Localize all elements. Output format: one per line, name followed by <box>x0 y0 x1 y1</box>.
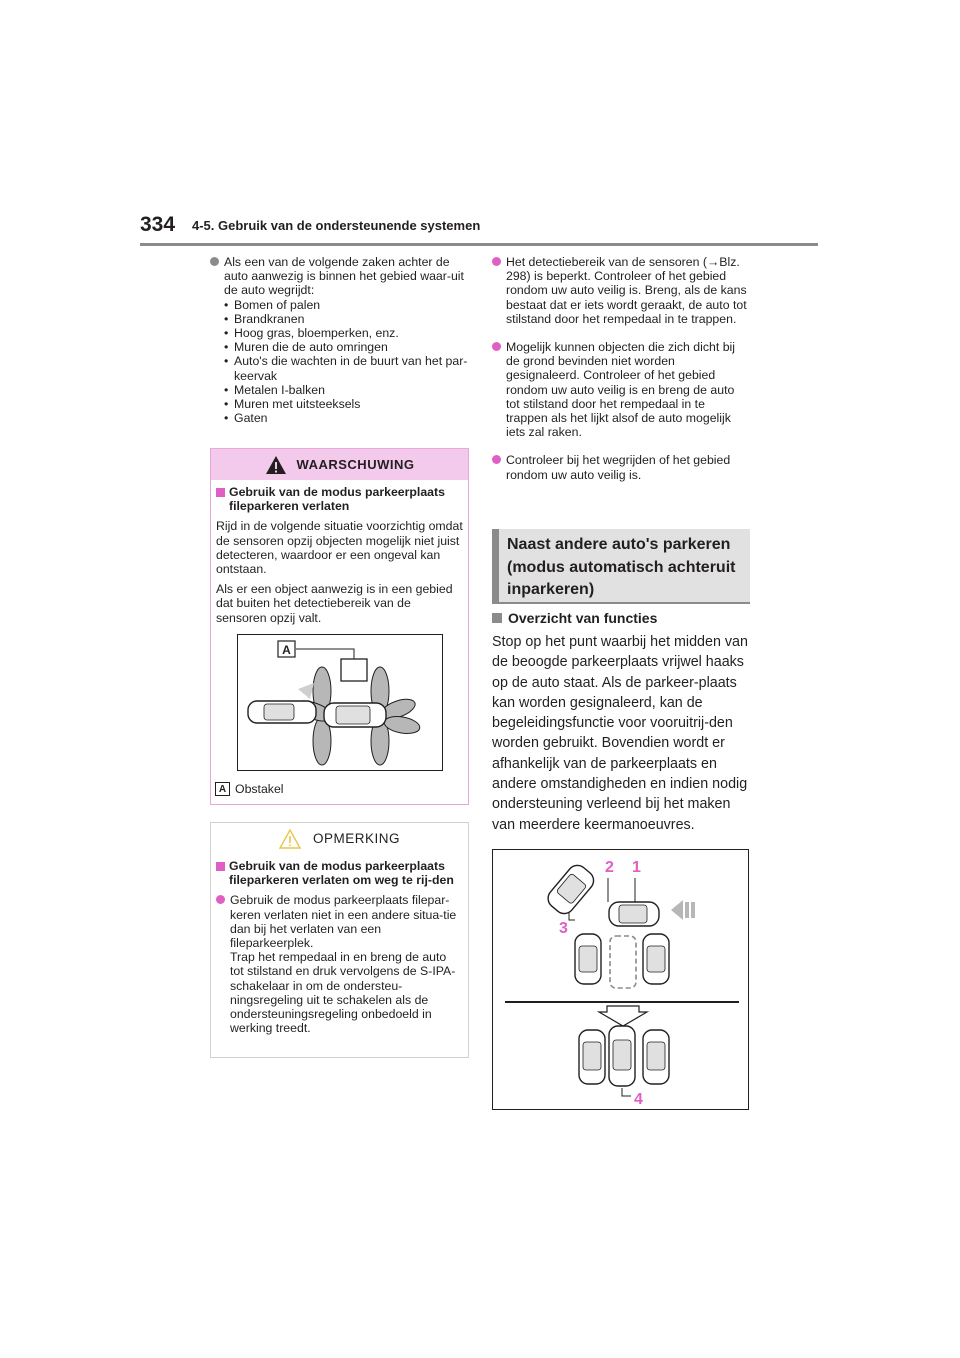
caution-triangle-icon <box>279 829 301 849</box>
sub-heading: Overzicht van functies <box>492 610 657 626</box>
svg-text:1: 1 <box>632 859 641 876</box>
parking-sensor-diagram <box>238 635 442 770</box>
list-item: • Brandkranen <box>224 312 468 326</box>
obstacle-figure <box>237 634 443 771</box>
square-bullet-icon <box>492 613 502 623</box>
left-column <box>210 255 468 425</box>
warning-paragraph: Rijd in de volgende situatie voorzichtig omdat de sensoren opzij objecten mogelijk niet juist detecteren, waardoor er een ongeval kan ontstaan. <box>216 519 463 577</box>
obstacle-list <box>224 298 468 426</box>
legend-letter: A <box>215 782 230 796</box>
page-number: 334 <box>140 213 176 236</box>
note-subtitle: Gebruik van de modus parkeerplaats fileparkeren verlaten om weg te rij-den <box>216 859 463 887</box>
square-bullet-icon <box>216 862 225 871</box>
svg-text:3: 3 <box>559 920 568 937</box>
legend-text: Obstakel <box>235 782 284 796</box>
list-item: • Metalen I-balken <box>224 383 468 397</box>
warning-header <box>211 449 468 480</box>
svg-text:2: 2 <box>605 859 614 876</box>
list-item: • Gaten <box>224 411 468 425</box>
intro-text: Als een van de volgende zaken achter de auto aanwezig is binnen het gebied waar-uit de auto wegrijdt: <box>224 255 464 298</box>
list-item: • Auto's die wachten in de buurt van het par-keervak <box>224 354 468 382</box>
figure-legend <box>215 782 284 796</box>
note-header <box>211 823 468 854</box>
right-bullet: Het detectiebereik van de sensoren (→Blz. 298) is beperkt. Controleer of het gebied rondom uw auto veilig is. Breng, als de kans bestaat dat er iets wordt geraakt, de auto tot stilstand door het rempedaal in te trappen. <box>492 255 750 326</box>
note-bullet: Gebruik de modus parkeerplaats filepar-keren verlaten niet in een andere situa-tie dan bij het verlaten van een fileparkeerplek. Trap het rempedaal in en breng de auto tot stilstand en druk vervolgens de S-IPA-schakelaar in om de ondersteu-ningsregeling uit te schakelen als de ondersteuningsregeling onbedoeld in werking treedt. <box>216 893 463 1035</box>
note-title: OPMERKING <box>312 831 400 846</box>
warning-subtitle: Gebruik van de modus parkeerplaats fileparkeren verlaten <box>216 485 463 513</box>
chapter-title: 4-5. Gebruik van de ondersteunende systemen <box>192 218 481 233</box>
right-bullet: Mogelijk kunnen objecten die zich dicht bij de grond bevinden niet worden gesignaleerd. Controleer of het gebied rondom uw auto veilig is en breng de auto tot stilstand door het rempedaal in te trappen als het lijkt alsof de auto mogelijk iets zal raken. <box>492 340 750 439</box>
parking-figure <box>492 849 749 1110</box>
warning-title: WAARSCHUWING <box>296 457 415 472</box>
bullet-dot-icon <box>492 455 501 464</box>
svg-text:4: 4 <box>634 1091 643 1108</box>
svg-text:A: A <box>282 643 291 657</box>
header-rule <box>140 243 818 246</box>
right-bullet: Controleer bij het wegrijden of het gebied rondom uw auto veilig is. <box>492 453 750 481</box>
intro-bullet <box>210 255 468 425</box>
list-item: • Bomen of palen <box>224 298 468 312</box>
parking-maneuver-diagram <box>493 850 748 1109</box>
bullet-dot-icon <box>210 257 219 266</box>
warning-triangle-icon <box>265 455 287 475</box>
bullet-dot-icon <box>492 257 501 266</box>
bullet-dot-icon <box>492 342 501 351</box>
bullet-dot-icon <box>216 895 225 904</box>
warning-box <box>210 448 469 805</box>
body-text: Stop op het punt waarbij het midden van de beoogde parkeerplaats vrijwel haaks op de auto staat. Als de parkeer-plaats kan worden gesignaleerd, kan de begeleidingsfunctie voor vooruitrij-den worden gebruikt. Bovendien wordt er afhankelijk van de parkeerplaats en andere omstandigheden en indien nodig ondersteuning verleend bij het maken van meerdere keermanoeuvres. <box>492 634 748 833</box>
section-title: Naast andere auto's parkeren (modus automatisch achteruit inparkeren) <box>492 529 750 604</box>
note-box <box>210 822 469 1058</box>
list-item: • Muren met uitsteeksels <box>224 397 468 411</box>
square-bullet-icon <box>216 488 225 497</box>
list-item: • Hoog gras, bloemperken, enz. <box>224 326 468 340</box>
right-column <box>492 255 750 482</box>
list-item: • Muren die de auto omringen <box>224 340 468 354</box>
warning-paragraph: Als er een object aanwezig is in een gebied dat buiten het detectiebereik van de sensoren opzij valt. <box>216 582 453 625</box>
